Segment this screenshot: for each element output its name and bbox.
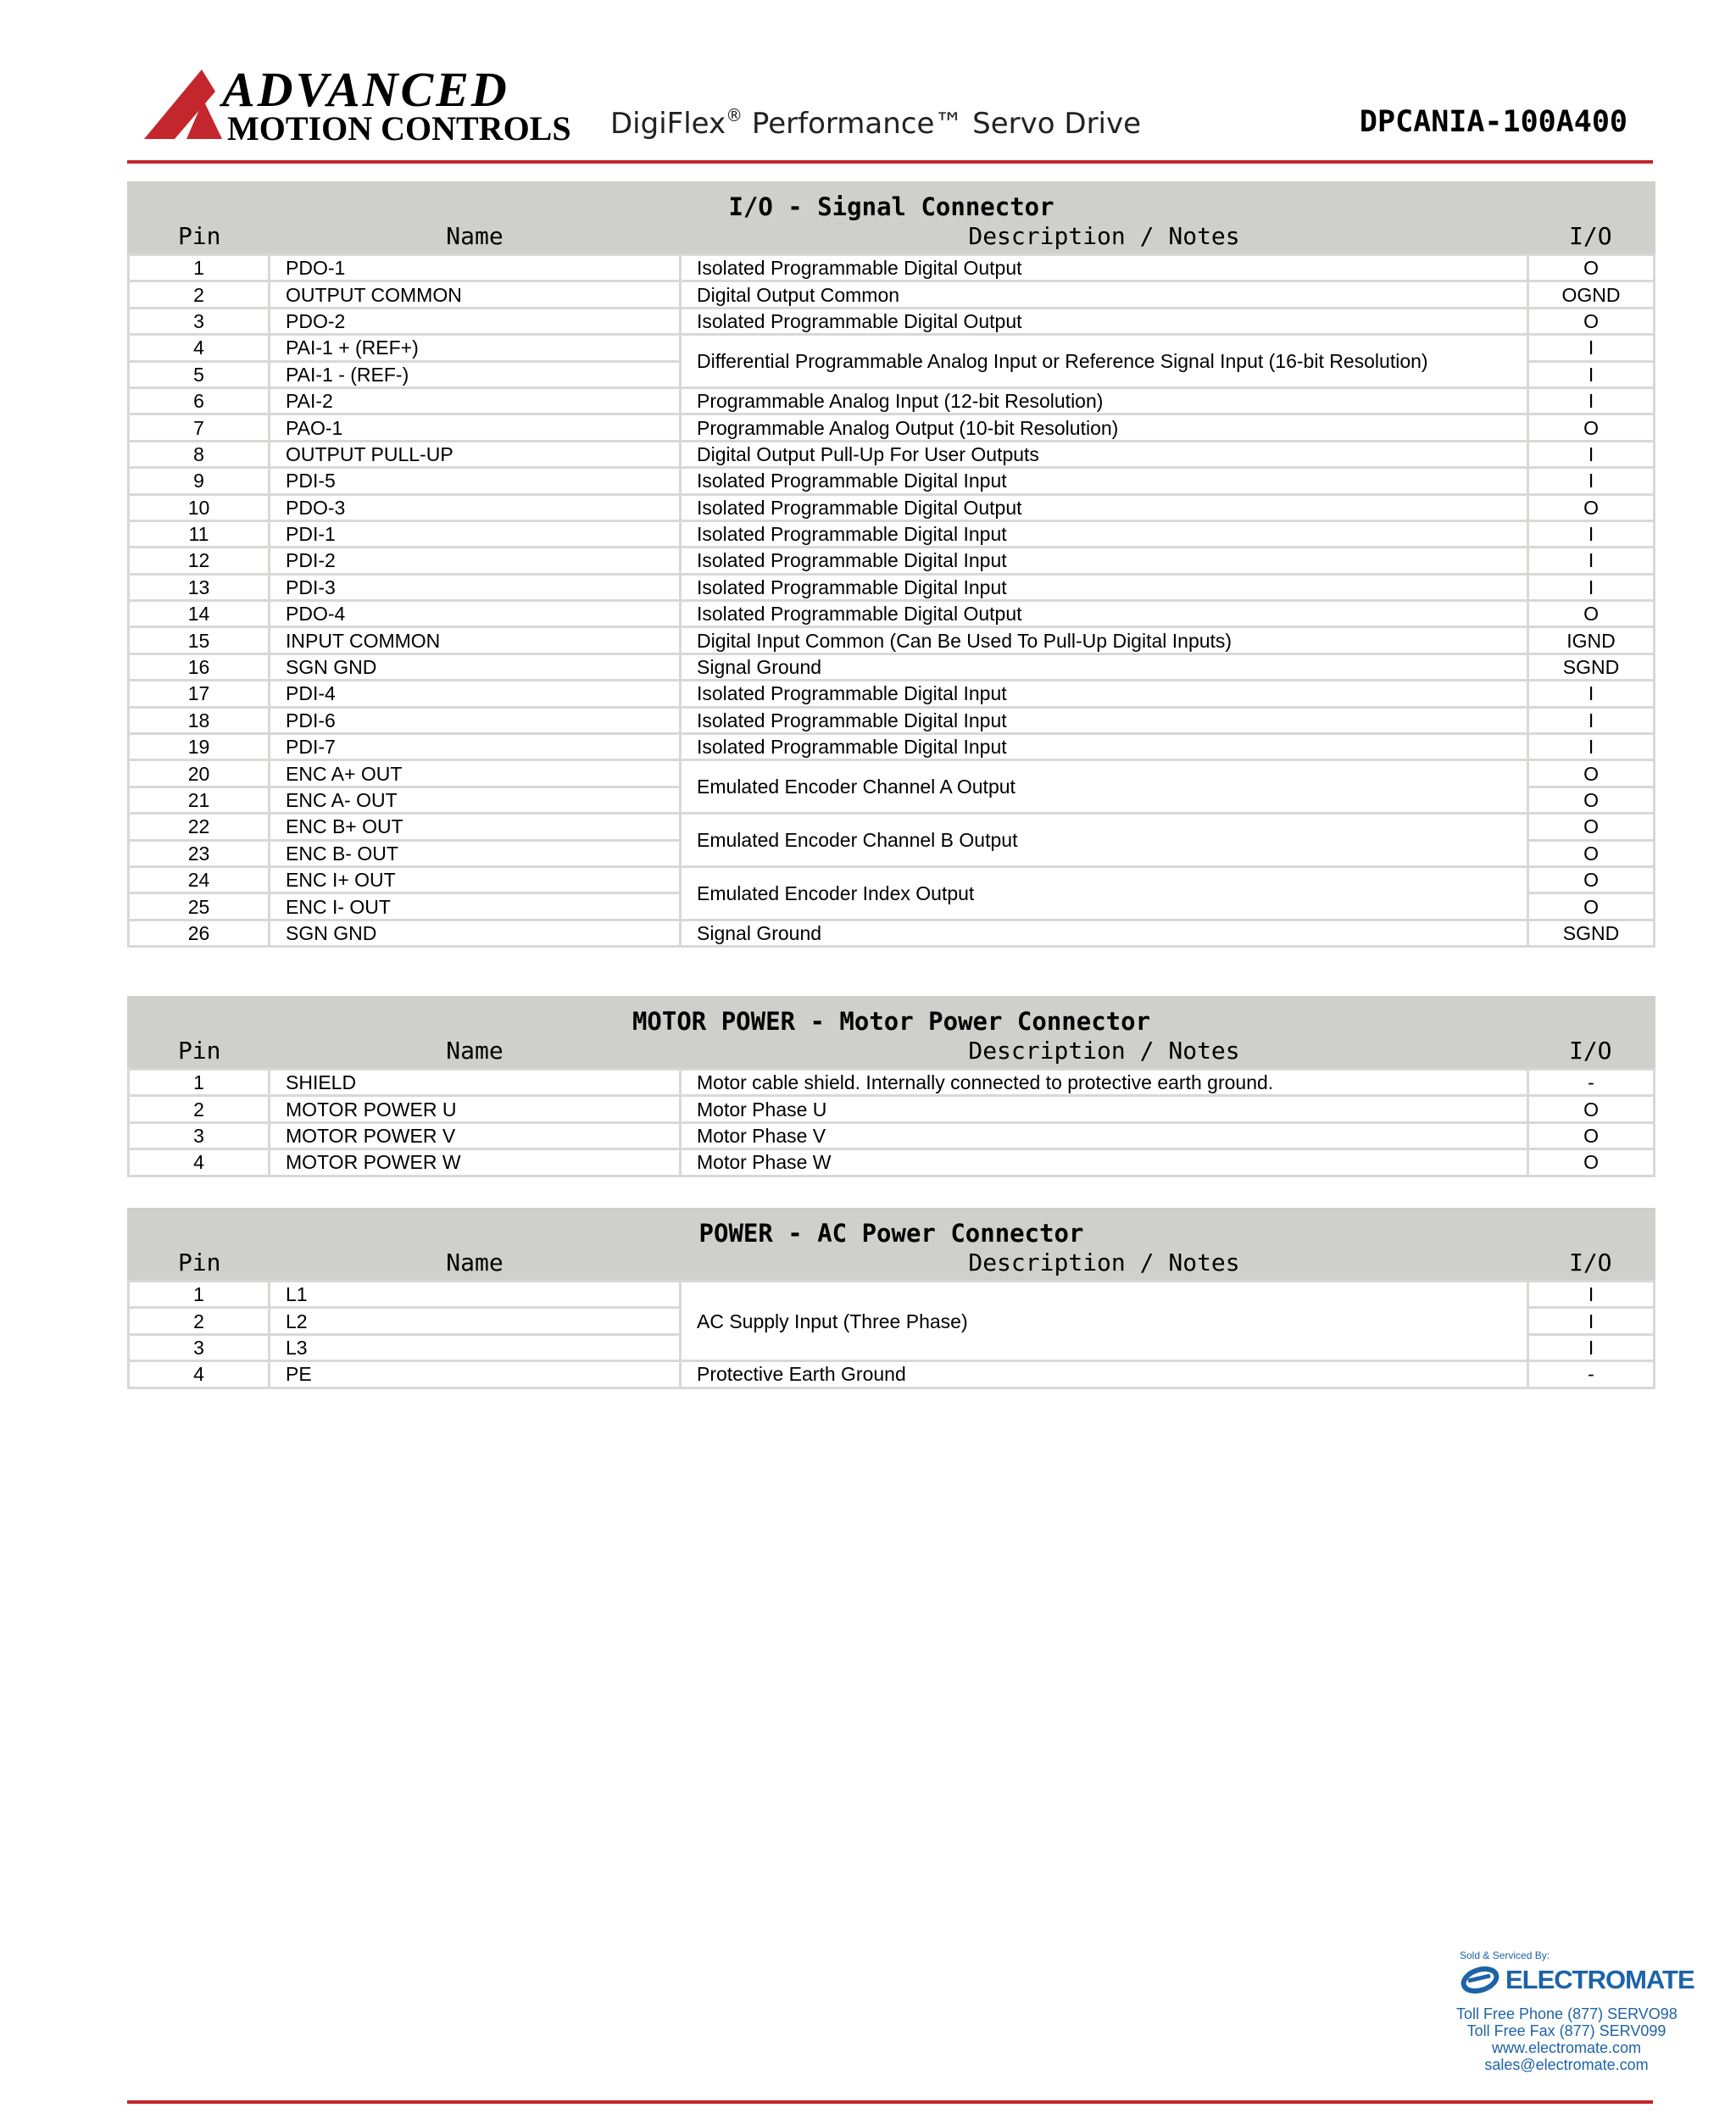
description-cell: Isolated Programmable Digital Input: [681, 548, 1528, 574]
footer-divider: [127, 2100, 1653, 2104]
table-title: POWER - AC Power Connector: [129, 1210, 1655, 1249]
pin-cell: 4: [129, 335, 270, 361]
pin-cell: 8: [129, 441, 270, 467]
distributor-logo: [1460, 1963, 1694, 1997]
io-cell: O: [1528, 1149, 1655, 1176]
name-cell: PAI-1 - (REF-): [270, 361, 681, 387]
description-cell: Signal Ground: [681, 653, 1528, 680]
table-row: [129, 681, 1655, 707]
column-header-name: Name: [270, 1036, 681, 1070]
io-cell: I: [1528, 387, 1655, 414]
table-row: [129, 1070, 1655, 1096]
description-cell: Emulated Encoder Channel B Output: [681, 814, 1528, 867]
name-cell: ENC A+ OUT: [270, 760, 681, 787]
table-row: [129, 814, 1655, 840]
io-cell: I: [1528, 681, 1655, 707]
pin-cell: 5: [129, 361, 270, 387]
name-cell: ENC B+ OUT: [270, 814, 681, 840]
io-signal-connector-table: [127, 181, 1655, 948]
description-cell: Differential Programmable Analog Input or Reference Signal Input (16-bit Resolution): [681, 335, 1528, 388]
name-cell: ENC I+ OUT: [270, 866, 681, 893]
name-cell: OUTPUT PULL-UP: [270, 441, 681, 467]
column-header-pin: Pin: [129, 221, 270, 255]
io-cell: I: [1528, 707, 1655, 733]
table-row: [129, 1122, 1655, 1148]
pin-cell: 18: [129, 707, 270, 733]
distributor-fax: Toll Free Fax (877) SERV099: [1466, 2022, 1666, 2039]
registered-mark: ®: [726, 105, 743, 125]
io-cell: IGND: [1528, 627, 1655, 653]
name-cell: SHIELD: [270, 1070, 681, 1096]
io-cell: I: [1528, 1308, 1655, 1334]
pin-cell: 2: [129, 1096, 270, 1122]
description-cell: Digital Output Pull-Up For User Outputs: [681, 441, 1528, 467]
io-cell: O: [1528, 760, 1655, 787]
logo-text-line2: MOTION CONTROLS: [227, 109, 571, 147]
pin-cell: 3: [129, 308, 270, 334]
name-cell: PDI-5: [270, 468, 681, 494]
name-cell: ENC I- OUT: [270, 893, 681, 920]
column-header-description: Description / Notes: [681, 1036, 1528, 1070]
table-row: [129, 866, 1655, 893]
description-cell: Isolated Programmable Digital Output: [681, 601, 1528, 627]
io-cell: O: [1528, 840, 1655, 866]
io-cell: O: [1528, 787, 1655, 813]
table-row: [129, 601, 1655, 627]
table-row: [129, 494, 1655, 520]
name-cell: SGN GND: [270, 653, 681, 680]
description-cell: Isolated Programmable Digital Input: [681, 468, 1528, 494]
description-cell: Isolated Programmable Digital Input: [681, 734, 1528, 760]
company-logo: [144, 62, 571, 151]
name-cell: PDI-2: [270, 548, 681, 574]
io-cell: O: [1528, 308, 1655, 334]
io-cell: O: [1528, 414, 1655, 441]
description-cell: Digital Input Common (Can Be Used To Pull-Up Digital Inputs): [681, 627, 1528, 653]
product-title: [610, 105, 1141, 141]
table-row: [129, 468, 1655, 494]
pin-cell: 19: [129, 734, 270, 760]
description-cell: Programmable Analog Output (10-bit Resolution): [681, 414, 1528, 441]
table-row: [129, 548, 1655, 574]
description-cell: Programmable Analog Input (12-bit Resolution): [681, 387, 1528, 414]
column-header-name: Name: [270, 1248, 681, 1282]
pin-cell: 21: [129, 787, 270, 813]
io-cell: O: [1528, 1096, 1655, 1122]
pin-cell: 16: [129, 653, 270, 680]
name-cell: PDO-1: [270, 255, 681, 281]
column-header-io: I/O: [1528, 221, 1655, 255]
name-cell: PDO-2: [270, 308, 681, 334]
io-cell: I: [1528, 468, 1655, 494]
logo-text-line1: ADVANCED: [222, 62, 509, 117]
io-cell: I: [1528, 441, 1655, 467]
table-row: [129, 1096, 1655, 1122]
description-cell: Isolated Programmable Digital Input: [681, 681, 1528, 707]
name-cell: ENC A- OUT: [270, 787, 681, 813]
table-row: [129, 255, 1655, 281]
pin-cell: 4: [129, 1149, 270, 1176]
io-cell: O: [1528, 814, 1655, 840]
electromate-swirl-icon: [1460, 1965, 1504, 1995]
description-cell: Isolated Programmable Digital Input: [681, 574, 1528, 600]
name-cell: PDI-7: [270, 734, 681, 760]
description-cell: Isolated Programmable Digital Input: [681, 707, 1528, 733]
name-cell: L3: [270, 1334, 681, 1360]
pin-cell: 17: [129, 681, 270, 707]
column-header-name: Name: [270, 221, 681, 255]
io-cell: SGND: [1528, 920, 1655, 946]
column-header-io: I/O: [1528, 1036, 1655, 1070]
table-row: [129, 734, 1655, 760]
description-cell: Motor Phase W: [681, 1149, 1528, 1176]
name-cell: L2: [270, 1308, 681, 1334]
io-cell: O: [1528, 1122, 1655, 1148]
pin-cell: 15: [129, 627, 270, 653]
name-cell: MOTOR POWER W: [270, 1149, 681, 1176]
pin-cell: 9: [129, 468, 270, 494]
description-cell: Emulated Encoder Index Output: [681, 866, 1528, 920]
description-cell: Motor Phase V: [681, 1122, 1528, 1148]
name-cell: ENC B- OUT: [270, 840, 681, 866]
product-name: DigiFlex: [610, 107, 726, 141]
io-cell: I: [1528, 574, 1655, 600]
distributor-phone: Toll Free Phone (877) SERVO98: [1456, 2005, 1678, 2022]
table-row: [129, 308, 1655, 334]
description-cell: Motor Phase U: [681, 1096, 1528, 1122]
io-cell: I: [1528, 520, 1655, 547]
name-cell: MOTOR POWER V: [270, 1122, 681, 1148]
pin-cell: 24: [129, 866, 270, 893]
pin-cell: 12: [129, 548, 270, 574]
table-row: [129, 1361, 1655, 1388]
table-row: [129, 520, 1655, 547]
io-cell: I: [1528, 335, 1655, 361]
distributor-email[interactable]: sales@electromate.com: [1484, 2056, 1649, 2073]
io-cell: I: [1528, 361, 1655, 387]
table-row: [129, 920, 1655, 946]
pin-cell: 10: [129, 494, 270, 520]
name-cell: PDI-1: [270, 520, 681, 547]
description-cell: Motor cable shield. Internally connected to protective earth ground.: [681, 1070, 1528, 1096]
table-row: [129, 760, 1655, 787]
name-cell: PDO-4: [270, 601, 681, 627]
name-cell: PAI-1 + (REF+): [270, 335, 681, 361]
column-header-pin: Pin: [129, 1036, 270, 1070]
sold-by-label: Sold & Serviced By:: [1460, 1949, 1550, 1961]
table-row: [129, 627, 1655, 653]
description-cell: Signal Ground: [681, 920, 1528, 946]
description-cell: Emulated Encoder Channel A Output: [681, 760, 1528, 814]
name-cell: OUTPUT COMMON: [270, 281, 681, 308]
io-cell: SGND: [1528, 653, 1655, 680]
description-cell: Isolated Programmable Digital Output: [681, 255, 1528, 281]
io-cell: -: [1528, 1070, 1655, 1096]
name-cell: PDI-4: [270, 681, 681, 707]
ac-power-connector-table: [127, 1208, 1655, 1389]
pin-cell: 6: [129, 387, 270, 414]
column-header-io: I/O: [1528, 1248, 1655, 1282]
header-divider: [127, 160, 1653, 164]
table-row: [129, 653, 1655, 680]
column-header-pin: Pin: [129, 1248, 270, 1282]
table-row: [129, 574, 1655, 600]
pin-cell: 1: [129, 1070, 270, 1096]
distributor-name: ELECTROMATE: [1505, 1965, 1694, 1994]
pin-cell: 3: [129, 1122, 270, 1148]
pin-cell: 20: [129, 760, 270, 787]
table-title: MOTOR POWER - Motor Power Connector: [129, 998, 1655, 1037]
pin-cell: 1: [129, 255, 270, 281]
distributor-website[interactable]: www.electromate.com: [1491, 2039, 1642, 2056]
product-subtitle: Performance™ Servo Drive: [743, 107, 1142, 141]
table-row: [129, 1282, 1655, 1308]
pin-cell: 14: [129, 601, 270, 627]
name-cell: PE: [270, 1361, 681, 1388]
io-cell: I: [1528, 548, 1655, 574]
io-cell: I: [1528, 1334, 1655, 1360]
io-cell: O: [1528, 866, 1655, 893]
name-cell: INPUT COMMON: [270, 627, 681, 653]
io-cell: O: [1528, 893, 1655, 920]
pin-cell: 1: [129, 1282, 270, 1308]
pin-cell: 3: [129, 1334, 270, 1360]
column-header-description: Description / Notes: [681, 221, 1528, 255]
column-header-description: Description / Notes: [681, 1248, 1528, 1282]
description-cell: Isolated Programmable Digital Output: [681, 308, 1528, 334]
pin-cell: 11: [129, 520, 270, 547]
description-cell: Isolated Programmable Digital Input: [681, 520, 1528, 547]
table-row: [129, 335, 1655, 361]
table-row: [129, 707, 1655, 733]
table-row: [129, 387, 1655, 414]
motor-power-connector-table: [127, 996, 1655, 1177]
table-row: [129, 281, 1655, 308]
pin-cell: 23: [129, 840, 270, 866]
pin-cell: 2: [129, 1308, 270, 1334]
name-cell: MOTOR POWER U: [270, 1096, 681, 1122]
name-cell: PDO-3: [270, 494, 681, 520]
table-row: [129, 1149, 1655, 1176]
table-row: [129, 414, 1655, 441]
pin-cell: 25: [129, 893, 270, 920]
name-cell: L1: [270, 1282, 681, 1308]
pin-cell: 7: [129, 414, 270, 441]
io-cell: -: [1528, 1361, 1655, 1388]
io-cell: OGND: [1528, 281, 1655, 308]
description-cell: AC Supply Input (Three Phase): [681, 1282, 1528, 1361]
name-cell: PDI-6: [270, 707, 681, 733]
description-cell: Protective Earth Ground: [681, 1361, 1528, 1388]
io-cell: O: [1528, 494, 1655, 520]
io-cell: O: [1528, 601, 1655, 627]
name-cell: PDI-3: [270, 574, 681, 600]
description-cell: Isolated Programmable Digital Output: [681, 494, 1528, 520]
io-cell: I: [1528, 734, 1655, 760]
name-cell: PAI-2: [270, 387, 681, 414]
pin-cell: 26: [129, 920, 270, 946]
page-header: [127, 59, 1653, 153]
pin-cell: 2: [129, 281, 270, 308]
pin-cell: 13: [129, 574, 270, 600]
table-row: [129, 441, 1655, 467]
model-number: DPCANIA-100A400: [1359, 105, 1628, 139]
table-title: I/O - Signal Connector: [129, 183, 1655, 222]
name-cell: SGN GND: [270, 920, 681, 946]
name-cell: PAO-1: [270, 414, 681, 441]
description-cell: Digital Output Common: [681, 281, 1528, 308]
io-cell: O: [1528, 255, 1655, 281]
io-cell: I: [1528, 1282, 1655, 1308]
pin-cell: 22: [129, 814, 270, 840]
pin-cell: 4: [129, 1361, 270, 1388]
